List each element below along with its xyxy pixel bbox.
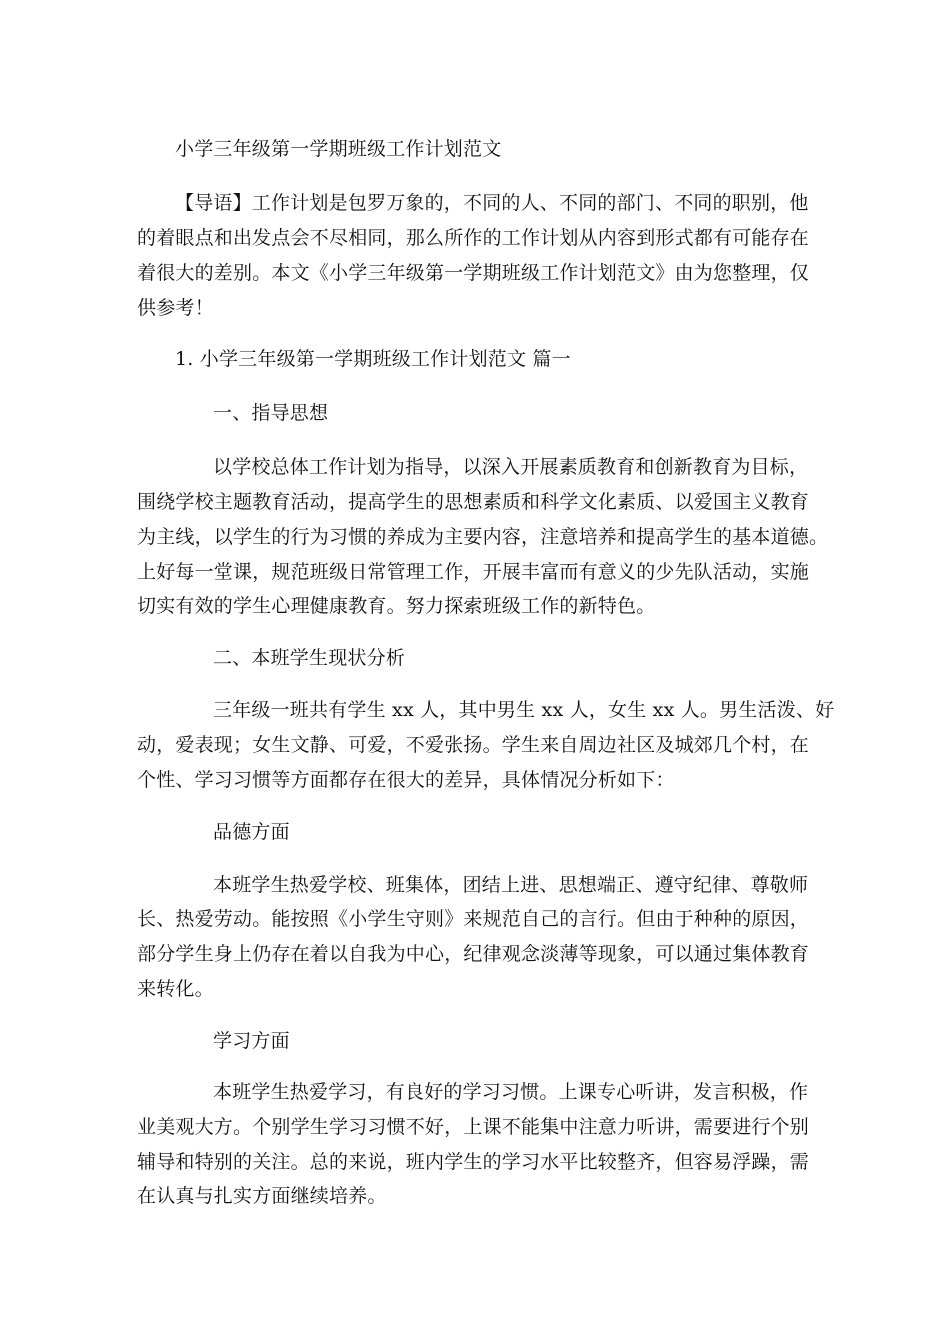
paragraph-line: 切实有效的学生心理健康教育。努力探索班级工作的新特色。 — [137, 595, 656, 617]
paragraph-line: 来转化。 — [137, 978, 214, 1000]
document-title: 小学三年级第一学期班级工作计划范文 — [175, 138, 502, 160]
paragraph-line: 三年级一班共有学生 xx 人，其中男生 xx 人，女生 xx 人。男生活泼、好 — [213, 699, 835, 721]
heading-class-analysis: 二、本班学生现状分析 — [213, 647, 406, 669]
paragraph-line: 在认真与扎实方面继续培养。 — [137, 1185, 387, 1207]
paragraph-line: 业美观大方。个别学生学习习惯不好，上课不能集中注意力听讲，需要进行个别 — [137, 1116, 810, 1138]
paragraph-line: 部分学生身上仍存在着以自我为中心，纪律观念淡薄等现象，可以通过集体教育 — [137, 943, 810, 965]
intro-line: 的着眼点和出发点会不尽相同，那么所作的工作计划从内容到形式都有可能存在 — [137, 227, 810, 249]
paragraph-line: 以学校总体工作计划为指导，以深入开展素质教育和创新教育为目标， — [213, 456, 809, 478]
section-title: 1. 小学三年级第一学期班级工作计划范文 篇一 — [175, 348, 571, 370]
paragraph-line: 上好每一堂课，规范班级日常管理工作，开展丰富而有意义的少先队活动，实施 — [137, 561, 810, 583]
paragraph-line: 本班学生热爱学校、班集体，团结上进、思想端正、遵守纪律、尊敬师 — [213, 874, 809, 896]
subheading-study: 学习方面 — [213, 1030, 290, 1052]
subheading-morality: 品德方面 — [213, 821, 290, 843]
paragraph-line: 长、热爱劳动。能按照《小学生守则》来规范自己的言行。但由于种种的原因， — [137, 908, 810, 930]
paragraph-line: 动，爱表现；女生文静、可爱，不爱张扬。学生来自周边社区及城郊几个村，在 — [137, 734, 810, 756]
paragraph-line: 为主线，以学生的行为习惯的养成为主要内容，注意培养和提高学生的基本道德。 — [137, 526, 829, 548]
paragraph-line: 辅导和特别的关注。总的来说，班内学生的学习水平比较整齐，但容易浮躁，需 — [137, 1151, 810, 1173]
heading-guiding-thought: 一、指导思想 — [213, 402, 329, 424]
paragraph-line: 个性、学习习惯等方面都存在很大的差异，具体情况分析如下： — [137, 769, 675, 791]
intro-line: 供参考！ — [137, 297, 214, 319]
intro-line: 着很大的差别。本文《小学三年级第一学期班级工作计划范文》由为您整理，仅 — [137, 262, 810, 284]
intro-line: 【导语】工作计划是包罗万象的，不同的人、不同的部门、不同的职别，他 — [175, 192, 809, 214]
paragraph-line: 本班学生热爱学习，有良好的学习习惯。上课专心听讲，发言积极，作 — [213, 1081, 809, 1103]
paragraph-line: 围绕学校主题教育活动，提高学生的思想素质和科学文化素质、以爱国主义教育 — [137, 491, 810, 513]
